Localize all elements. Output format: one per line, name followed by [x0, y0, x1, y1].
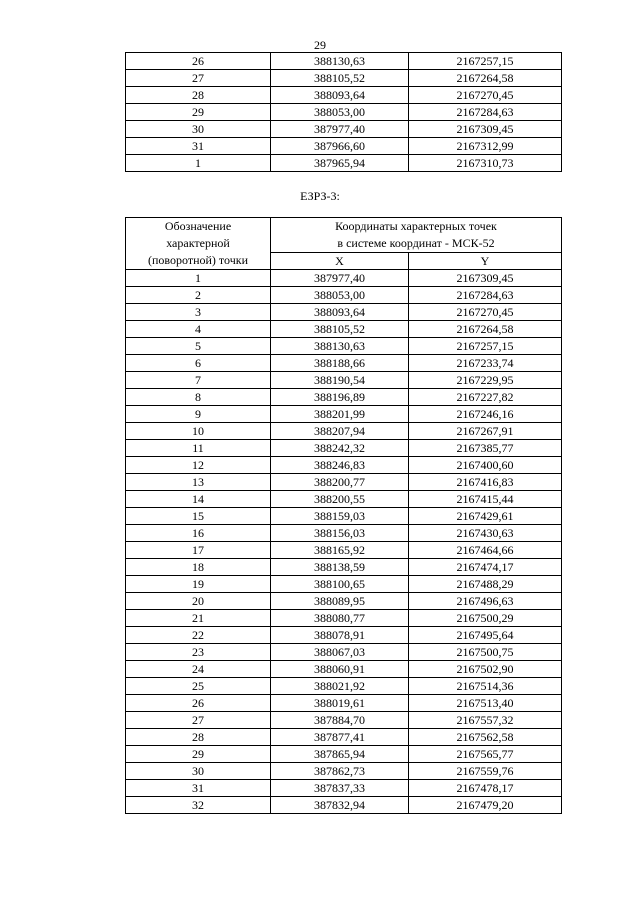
point-number-cell: 9 [126, 406, 271, 423]
y-coordinate-cell: 2167246,16 [409, 406, 562, 423]
table-row [126, 746, 562, 763]
table-row [126, 457, 562, 474]
point-number-cell: 24 [126, 661, 271, 678]
y-coordinate-cell: 2167565,77 [409, 746, 562, 763]
x-coordinate-cell: 388019,61 [271, 695, 409, 712]
x-coordinate-cell: 388093,64 [271, 304, 409, 321]
point-label-line-1: Обозначение [164, 219, 232, 233]
table-row [126, 593, 562, 610]
section-title: ЕЗРЗ-3: [300, 189, 340, 203]
table-row [126, 542, 562, 559]
y-coordinate-cell: 2167284,63 [409, 104, 562, 121]
table-row [126, 525, 562, 542]
table-row [126, 70, 562, 87]
point-number-cell: 23 [126, 644, 271, 661]
y-coordinate-cell: 2167270,45 [409, 304, 562, 321]
x-coordinate-cell: 388246,83 [271, 457, 409, 474]
x-column-header: X [271, 253, 409, 270]
y-coordinate-cell: 2167464,66 [409, 542, 562, 559]
point-number-cell: 12 [126, 457, 271, 474]
x-coordinate-cell: 388165,92 [271, 542, 409, 559]
x-coordinate-cell: 388053,00 [271, 104, 409, 121]
y-coordinate-cell: 2167562,58 [409, 729, 562, 746]
table-row [126, 155, 562, 172]
coordinates-table-body [126, 270, 562, 814]
y-coordinate-cell: 2167257,15 [409, 338, 562, 355]
y-coordinate-cell: 2167430,63 [409, 525, 562, 542]
point-number-cell: 2 [126, 287, 271, 304]
table-row [126, 423, 562, 440]
point-number-cell: 31 [126, 138, 271, 155]
point-label-line-3: (поворотной) точки [148, 253, 248, 267]
table-row [126, 321, 562, 338]
point-number-cell: 19 [126, 576, 271, 593]
table-row [126, 53, 562, 70]
x-coordinate-cell: 388060,91 [271, 661, 409, 678]
coords-label-line-1: Координаты характерных точек [335, 219, 497, 233]
point-number-cell: 4 [126, 321, 271, 338]
x-coordinate-cell: 388196,89 [271, 389, 409, 406]
point-number-cell: 13 [126, 474, 271, 491]
point-number-cell: 11 [126, 440, 271, 457]
point-number-cell: 27 [126, 70, 271, 87]
point-number-cell: 31 [126, 780, 271, 797]
y-coordinate-cell: 2167513,40 [409, 695, 562, 712]
y-coordinate-cell: 2167502,90 [409, 661, 562, 678]
table-row [126, 491, 562, 508]
table-row [126, 763, 562, 780]
table-row [126, 678, 562, 695]
point-number-cell: 30 [126, 121, 271, 138]
coordinates-table [125, 217, 562, 814]
x-coordinate-cell: 388130,63 [271, 338, 409, 355]
point-number-cell: 6 [126, 355, 271, 372]
y-coordinate-cell: 2167415,44 [409, 491, 562, 508]
point-number-cell: 32 [126, 797, 271, 814]
continuation-coordinates-table [125, 52, 562, 172]
x-coordinate-cell: 388188,66 [271, 355, 409, 372]
y-coordinate-cell: 2167479,20 [409, 797, 562, 814]
point-number-cell: 16 [126, 525, 271, 542]
y-coordinate-cell: 2167227,82 [409, 389, 562, 406]
y-column-header: Y [409, 253, 562, 270]
point-number-cell: 5 [126, 338, 271, 355]
x-coordinate-cell: 388100,65 [271, 576, 409, 593]
point-number-cell: 25 [126, 678, 271, 695]
page-number: 29 [314, 38, 326, 52]
table-row [126, 576, 562, 593]
x-coordinate-cell: 388021,92 [271, 678, 409, 695]
table-row [126, 440, 562, 457]
y-coordinate-cell: 2167284,63 [409, 287, 562, 304]
x-coordinate-cell: 388105,52 [271, 321, 409, 338]
table-row [126, 627, 562, 644]
point-number-cell: 1 [126, 270, 271, 287]
x-coordinate-cell: 387832,94 [271, 797, 409, 814]
y-coordinate-cell: 2167488,29 [409, 576, 562, 593]
point-number-cell: 3 [126, 304, 271, 321]
x-coordinate-cell: 388190,54 [271, 372, 409, 389]
point-number-cell: 29 [126, 104, 271, 121]
x-coordinate-cell: 387977,40 [271, 121, 409, 138]
table-row [126, 474, 562, 491]
table-row [126, 559, 562, 576]
x-coordinate-cell: 388200,55 [271, 491, 409, 508]
point-number-cell: 20 [126, 593, 271, 610]
y-coordinate-cell: 2167429,61 [409, 508, 562, 525]
table-row [126, 372, 562, 389]
x-coordinate-cell: 387877,41 [271, 729, 409, 746]
table-row [126, 644, 562, 661]
point-number-cell: 28 [126, 729, 271, 746]
table-row [126, 121, 562, 138]
table-row [126, 104, 562, 121]
point-number-cell: 18 [126, 559, 271, 576]
y-coordinate-cell: 2167309,45 [409, 270, 562, 287]
continuation-table-body [126, 53, 562, 172]
point-number-cell: 26 [126, 53, 271, 70]
table-row [126, 695, 562, 712]
table-row [126, 355, 562, 372]
table-row [126, 87, 562, 104]
y-coordinate-cell: 2167514,36 [409, 678, 562, 695]
table-row [126, 138, 562, 155]
y-coordinate-cell: 2167312,99 [409, 138, 562, 155]
y-coordinate-cell: 2167559,76 [409, 763, 562, 780]
x-coordinate-cell: 388078,91 [271, 627, 409, 644]
point-number-cell: 1 [126, 155, 271, 172]
x-coordinate-cell: 387865,94 [271, 746, 409, 763]
x-coordinate-cell: 388200,77 [271, 474, 409, 491]
x-coordinate-cell: 388242,32 [271, 440, 409, 457]
x-coordinate-cell: 387862,73 [271, 763, 409, 780]
table-row [126, 797, 562, 814]
y-coordinate-cell: 2167264,58 [409, 70, 562, 87]
x-coordinate-cell: 388138,59 [271, 559, 409, 576]
x-coordinate-cell: 388105,52 [271, 70, 409, 87]
point-number-cell: 17 [126, 542, 271, 559]
y-coordinate-cell: 2167474,17 [409, 559, 562, 576]
point-number-cell: 21 [126, 610, 271, 627]
y-coordinate-cell: 2167257,15 [409, 53, 562, 70]
point-designation-header [126, 218, 271, 270]
y-coordinate-cell: 2167416,83 [409, 474, 562, 491]
coordinates-group-header [271, 218, 562, 253]
y-coordinate-cell: 2167309,45 [409, 121, 562, 138]
table-row [126, 661, 562, 678]
x-coordinate-cell: 387977,40 [271, 270, 409, 287]
point-number-cell: 29 [126, 746, 271, 763]
point-number-cell: 7 [126, 372, 271, 389]
point-number-cell: 30 [126, 763, 271, 780]
table-row [126, 304, 562, 321]
point-number-cell: 15 [126, 508, 271, 525]
point-number-cell: 14 [126, 491, 271, 508]
point-label-line-2: характерной [166, 236, 230, 250]
point-number-cell: 8 [126, 389, 271, 406]
y-coordinate-cell: 2167233,74 [409, 355, 562, 372]
coords-label-line-2: в системе координат - МСК-52 [337, 236, 495, 250]
point-number-cell: 10 [126, 423, 271, 440]
x-coordinate-cell: 387884,70 [271, 712, 409, 729]
x-coordinate-cell: 387965,94 [271, 155, 409, 172]
x-coordinate-cell: 388156,03 [271, 525, 409, 542]
table-row [126, 610, 562, 627]
table-header [126, 218, 562, 270]
y-coordinate-cell: 2167310,73 [409, 155, 562, 172]
y-coordinate-cell: 2167400,60 [409, 457, 562, 474]
y-coordinate-cell: 2167270,45 [409, 87, 562, 104]
x-coordinate-cell: 388080,77 [271, 610, 409, 627]
table-row [126, 389, 562, 406]
point-number-cell: 28 [126, 87, 271, 104]
point-number-cell: 27 [126, 712, 271, 729]
table-row [126, 780, 562, 797]
y-coordinate-cell: 2167478,17 [409, 780, 562, 797]
table-row [126, 729, 562, 746]
table-row [126, 508, 562, 525]
table-row [126, 712, 562, 729]
table-row [126, 406, 562, 423]
x-coordinate-cell: 388159,03 [271, 508, 409, 525]
y-coordinate-cell: 2167557,32 [409, 712, 562, 729]
point-number-cell: 26 [126, 695, 271, 712]
x-coordinate-cell: 388201,99 [271, 406, 409, 423]
y-coordinate-cell: 2167264,58 [409, 321, 562, 338]
point-number-cell: 22 [126, 627, 271, 644]
table-row [126, 287, 562, 304]
y-coordinate-cell: 2167229,95 [409, 372, 562, 389]
y-coordinate-cell: 2167500,75 [409, 644, 562, 661]
x-coordinate-cell: 387837,33 [271, 780, 409, 797]
table-row [126, 338, 562, 355]
x-coordinate-cell: 388053,00 [271, 287, 409, 304]
x-coordinate-cell: 388093,64 [271, 87, 409, 104]
x-coordinate-cell: 388067,03 [271, 644, 409, 661]
table-row [126, 270, 562, 287]
y-coordinate-cell: 2167496,63 [409, 593, 562, 610]
x-coordinate-cell: 388207,94 [271, 423, 409, 440]
x-coordinate-cell: 388130,63 [271, 53, 409, 70]
y-coordinate-cell: 2167500,29 [409, 610, 562, 627]
x-coordinate-cell: 387966,60 [271, 138, 409, 155]
y-coordinate-cell: 2167267,91 [409, 423, 562, 440]
x-coordinate-cell: 388089,95 [271, 593, 409, 610]
y-coordinate-cell: 2167495,64 [409, 627, 562, 644]
y-coordinate-cell: 2167385,77 [409, 440, 562, 457]
